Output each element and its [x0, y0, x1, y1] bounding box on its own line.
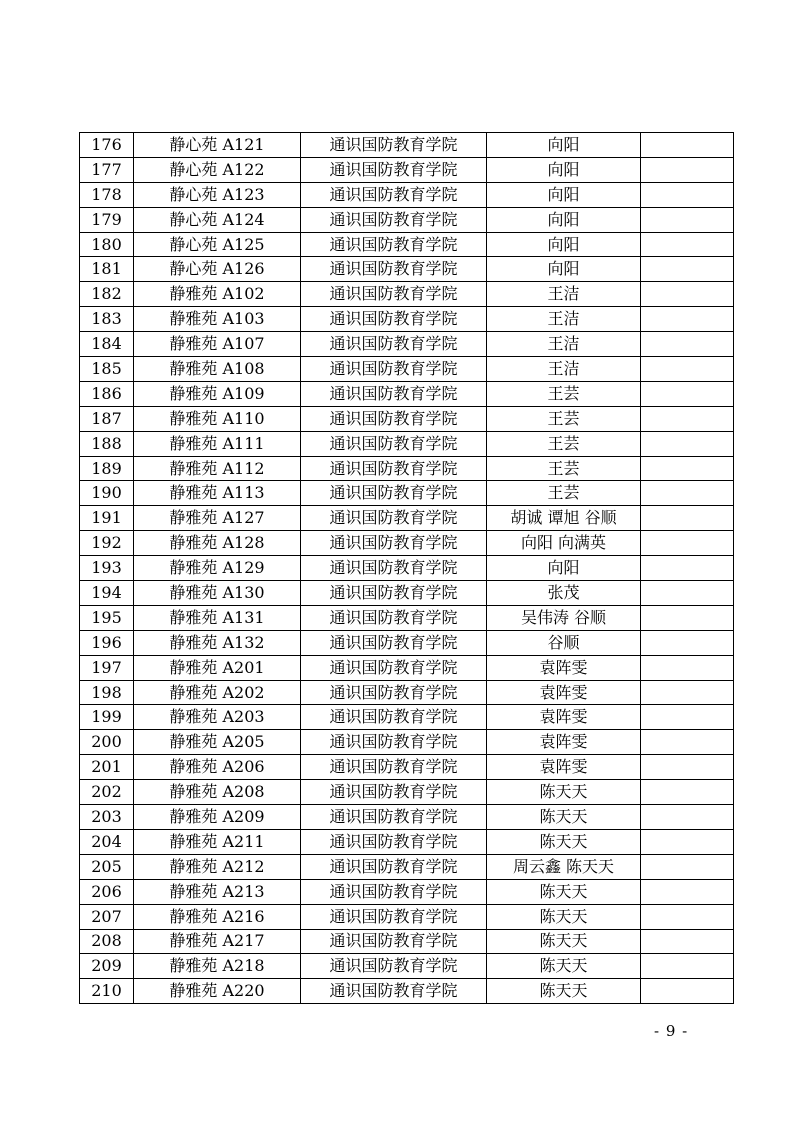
table-row: [80, 605, 734, 630]
table-row: [80, 481, 734, 506]
row-number-cell: 184: [80, 332, 134, 357]
college-cell: 通识国防教育学院: [301, 182, 487, 207]
table-row: [80, 805, 734, 830]
table-row: [80, 954, 734, 979]
table-row: [80, 257, 734, 282]
college-cell: 通识国防教育学院: [301, 755, 487, 780]
room-cell: 静心苑 A121: [134, 133, 301, 158]
note-cell: [641, 730, 734, 755]
college-cell: 通识国防教育学院: [301, 829, 487, 854]
row-number-cell: 183: [80, 307, 134, 332]
table-row: [80, 207, 734, 232]
person-cell: 向阳: [487, 133, 641, 158]
table-row: [80, 157, 734, 182]
note-cell: [641, 307, 734, 332]
person-cell: 王芸: [487, 431, 641, 456]
row-number-cell: 204: [80, 829, 134, 854]
college-cell: 通识国防教育学院: [301, 307, 487, 332]
note-cell: [641, 456, 734, 481]
row-number-cell: 194: [80, 581, 134, 606]
college-cell: 通识国防教育学院: [301, 929, 487, 954]
college-cell: 通识国防教育学院: [301, 133, 487, 158]
note-cell: [641, 630, 734, 655]
note-cell: [641, 581, 734, 606]
row-number-cell: 209: [80, 954, 134, 979]
table-row: [80, 929, 734, 954]
table-row: [80, 456, 734, 481]
college-cell: 通识国防教育学院: [301, 381, 487, 406]
room-cell: 静雅苑 A217: [134, 929, 301, 954]
row-number-cell: 178: [80, 182, 134, 207]
college-cell: 通识国防教育学院: [301, 630, 487, 655]
row-number-cell: 201: [80, 755, 134, 780]
row-number-cell: 210: [80, 979, 134, 1004]
college-cell: 通识国防教育学院: [301, 979, 487, 1004]
row-number-cell: 189: [80, 456, 134, 481]
college-cell: 通识国防教育学院: [301, 730, 487, 755]
note-cell: [641, 680, 734, 705]
table-row: [80, 531, 734, 556]
table-row: [80, 282, 734, 307]
room-cell: 静心苑 A123: [134, 182, 301, 207]
note-cell: [641, 556, 734, 581]
row-number-cell: 206: [80, 879, 134, 904]
room-cell: 静雅苑 A216: [134, 904, 301, 929]
person-cell: 陈天天: [487, 780, 641, 805]
college-cell: 通识国防教育学院: [301, 655, 487, 680]
person-cell: 向阳: [487, 207, 641, 232]
table-row: [80, 904, 734, 929]
person-cell: 王芸: [487, 406, 641, 431]
table-row: [80, 381, 734, 406]
person-cell: 向阳 向满英: [487, 531, 641, 556]
note-cell: [641, 605, 734, 630]
note-cell: [641, 357, 734, 382]
person-cell: 王芸: [487, 381, 641, 406]
room-cell: 静雅苑 A218: [134, 954, 301, 979]
table-row: [80, 506, 734, 531]
room-cell: 静雅苑 A128: [134, 531, 301, 556]
row-number-cell: 181: [80, 257, 134, 282]
person-cell: 向阳: [487, 157, 641, 182]
row-number-cell: 176: [80, 133, 134, 158]
person-cell: 陈天天: [487, 929, 641, 954]
note-cell: [641, 207, 734, 232]
room-cell: 静雅苑 A206: [134, 755, 301, 780]
person-cell: 王芸: [487, 456, 641, 481]
table-row: [80, 307, 734, 332]
room-cell: 静雅苑 A102: [134, 282, 301, 307]
note-cell: [641, 506, 734, 531]
table-row: [80, 556, 734, 581]
college-cell: 通识国防教育学院: [301, 232, 487, 257]
college-cell: 通识国防教育学院: [301, 282, 487, 307]
row-number-cell: 202: [80, 780, 134, 805]
row-number-cell: 191: [80, 506, 134, 531]
person-cell: 吴伟涛 谷顺: [487, 605, 641, 630]
person-cell: 王洁: [487, 282, 641, 307]
table-row: [80, 332, 734, 357]
note-cell: [641, 157, 734, 182]
row-number-cell: 180: [80, 232, 134, 257]
roster-table: [79, 132, 734, 1004]
table-row: [80, 655, 734, 680]
row-number-cell: 196: [80, 630, 134, 655]
person-cell: 谷顺: [487, 630, 641, 655]
note-cell: [641, 232, 734, 257]
person-cell: 向阳: [487, 182, 641, 207]
table-row: [80, 680, 734, 705]
room-cell: 静雅苑 A209: [134, 805, 301, 830]
person-cell: 胡诚 谭旭 谷顺: [487, 506, 641, 531]
note-cell: [641, 531, 734, 556]
table-row: [80, 431, 734, 456]
note-cell: [641, 904, 734, 929]
room-cell: 静心苑 A122: [134, 157, 301, 182]
row-number-cell: 192: [80, 531, 134, 556]
person-cell: 向阳: [487, 556, 641, 581]
college-cell: 通识国防教育学院: [301, 879, 487, 904]
room-cell: 静心苑 A124: [134, 207, 301, 232]
room-cell: 静雅苑 A205: [134, 730, 301, 755]
person-cell: 陈天天: [487, 879, 641, 904]
college-cell: 通识国防教育学院: [301, 257, 487, 282]
room-cell: 静雅苑 A130: [134, 581, 301, 606]
room-cell: 静心苑 A126: [134, 257, 301, 282]
college-cell: 通识国防教育学院: [301, 581, 487, 606]
room-cell: 静雅苑 A113: [134, 481, 301, 506]
note-cell: [641, 829, 734, 854]
table-row: [80, 705, 734, 730]
college-cell: 通识国防教育学院: [301, 332, 487, 357]
row-number-cell: 188: [80, 431, 134, 456]
room-cell: 静雅苑 A127: [134, 506, 301, 531]
person-cell: 王洁: [487, 357, 641, 382]
college-cell: 通识国防教育学院: [301, 481, 487, 506]
note-cell: [641, 979, 734, 1004]
person-cell: 袁阵雯: [487, 680, 641, 705]
person-cell: 袁阵雯: [487, 705, 641, 730]
row-number-cell: 185: [80, 357, 134, 382]
person-cell: 张茂: [487, 581, 641, 606]
note-cell: [641, 929, 734, 954]
row-number-cell: 190: [80, 481, 134, 506]
note-cell: [641, 282, 734, 307]
table-row: [80, 357, 734, 382]
note-cell: [641, 406, 734, 431]
note-cell: [641, 854, 734, 879]
note-cell: [641, 257, 734, 282]
person-cell: 陈天天: [487, 979, 641, 1004]
note-cell: [641, 381, 734, 406]
note-cell: [641, 755, 734, 780]
room-cell: 静雅苑 A208: [134, 780, 301, 805]
note-cell: [641, 182, 734, 207]
college-cell: 通识国防教育学院: [301, 954, 487, 979]
row-number-cell: 203: [80, 805, 134, 830]
room-cell: 静雅苑 A129: [134, 556, 301, 581]
room-cell: 静雅苑 A213: [134, 879, 301, 904]
table-row: [80, 780, 734, 805]
college-cell: 通识国防教育学院: [301, 531, 487, 556]
person-cell: 周云鑫 陈天天: [487, 854, 641, 879]
college-cell: 通识国防教育学院: [301, 456, 487, 481]
room-cell: 静雅苑 A220: [134, 979, 301, 1004]
table-row: [80, 730, 734, 755]
row-number-cell: 186: [80, 381, 134, 406]
college-cell: 通识国防教育学院: [301, 556, 487, 581]
college-cell: 通识国防教育学院: [301, 854, 487, 879]
note-cell: [641, 879, 734, 904]
row-number-cell: 208: [80, 929, 134, 954]
person-cell: 袁阵雯: [487, 755, 641, 780]
college-cell: 通识国防教育学院: [301, 904, 487, 929]
row-number-cell: 207: [80, 904, 134, 929]
table-row: [80, 232, 734, 257]
table-row: [80, 979, 734, 1004]
row-number-cell: 195: [80, 605, 134, 630]
person-cell: 王洁: [487, 307, 641, 332]
note-cell: [641, 805, 734, 830]
person-cell: 陈天天: [487, 904, 641, 929]
room-cell: 静雅苑 A112: [134, 456, 301, 481]
college-cell: 通识国防教育学院: [301, 506, 487, 531]
room-cell: 静雅苑 A107: [134, 332, 301, 357]
room-cell: 静雅苑 A212: [134, 854, 301, 879]
note-cell: [641, 332, 734, 357]
room-cell: 静雅苑 A108: [134, 357, 301, 382]
room-cell: 静雅苑 A201: [134, 655, 301, 680]
room-cell: 静雅苑 A111: [134, 431, 301, 456]
table-row: [80, 630, 734, 655]
college-cell: 通识国防教育学院: [301, 780, 487, 805]
college-cell: 通识国防教育学院: [301, 207, 487, 232]
row-number-cell: 197: [80, 655, 134, 680]
row-number-cell: 205: [80, 854, 134, 879]
note-cell: [641, 780, 734, 805]
person-cell: 向阳: [487, 257, 641, 282]
person-cell: 陈天天: [487, 805, 641, 830]
row-number-cell: 187: [80, 406, 134, 431]
college-cell: 通识国防教育学院: [301, 157, 487, 182]
note-cell: [641, 481, 734, 506]
room-cell: 静雅苑 A131: [134, 605, 301, 630]
table-row: [80, 879, 734, 904]
row-number-cell: 177: [80, 157, 134, 182]
college-cell: 通识国防教育学院: [301, 680, 487, 705]
table-row: [80, 406, 734, 431]
room-cell: 静雅苑 A110: [134, 406, 301, 431]
table-row: [80, 182, 734, 207]
room-cell: 静雅苑 A103: [134, 307, 301, 332]
note-cell: [641, 431, 734, 456]
person-cell: 袁阵雯: [487, 730, 641, 755]
person-cell: 袁阵雯: [487, 655, 641, 680]
roster-sheet: [79, 132, 733, 1004]
table-row: [80, 133, 734, 158]
room-cell: 静雅苑 A132: [134, 630, 301, 655]
row-number-cell: 182: [80, 282, 134, 307]
college-cell: 通识国防教育学院: [301, 406, 487, 431]
room-cell: 静雅苑 A203: [134, 705, 301, 730]
row-number-cell: 200: [80, 730, 134, 755]
college-cell: 通识国防教育学院: [301, 705, 487, 730]
college-cell: 通识国防教育学院: [301, 605, 487, 630]
table-row: [80, 755, 734, 780]
person-cell: 向阳: [487, 232, 641, 257]
row-number-cell: 179: [80, 207, 134, 232]
person-cell: 王洁: [487, 332, 641, 357]
row-number-cell: 199: [80, 705, 134, 730]
table-row: [80, 854, 734, 879]
room-cell: 静心苑 A125: [134, 232, 301, 257]
table-row: [80, 829, 734, 854]
row-number-cell: 198: [80, 680, 134, 705]
row-number-cell: 193: [80, 556, 134, 581]
person-cell: 陈天天: [487, 829, 641, 854]
room-cell: 静雅苑 A211: [134, 829, 301, 854]
note-cell: [641, 655, 734, 680]
person-cell: 陈天天: [487, 954, 641, 979]
college-cell: 通识国防教育学院: [301, 431, 487, 456]
note-cell: [641, 133, 734, 158]
page-number: - 9 -: [654, 1022, 689, 1040]
college-cell: 通识国防教育学院: [301, 805, 487, 830]
college-cell: 通识国防教育学院: [301, 357, 487, 382]
room-cell: 静雅苑 A202: [134, 680, 301, 705]
roster-table-body: [80, 133, 734, 1004]
note-cell: [641, 705, 734, 730]
person-cell: 王芸: [487, 481, 641, 506]
note-cell: [641, 954, 734, 979]
room-cell: 静雅苑 A109: [134, 381, 301, 406]
table-row: [80, 581, 734, 606]
